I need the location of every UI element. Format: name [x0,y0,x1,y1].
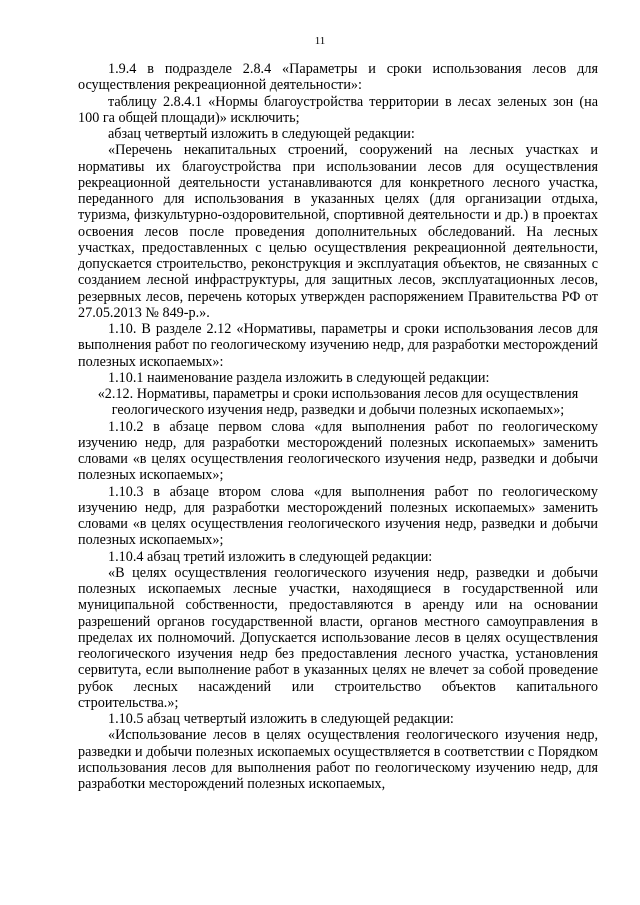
paragraph: «В целях осуществления геологического изучения недр, разведки и добычи полезных ископаемых лесные участки, находящиеся в государственной или муниципальной собственности, предоставляются в аренду или на основании разрешений органов государственной власти, органов местного самоуправления в пределах их полномочий. Допускается использование лесов в целях осуществления геологического изучения недр без предоставления лесного участка, установления сервитута, если выполнение работ в указанных целях не влечет за собой проведение рубок лесных насаждений или строительство объектов капитального строительства.»; [78,564,598,711]
section-title-paragraph: «2.12. Нормативы, параметры и сроки использования лесов для осуществления геологического изучения недр, разведки и добычи полезных ископаемых»; [97,386,579,419]
paragraph: 1.10.3 в абзаце втором слова «для выполнения работ по геологическому изучению недр, для разработки месторождений полезных ископаемых» заменить словами «в целях осуществления геологического изучения недр, разведки и добычи полезных ископаемых»; [78,483,598,549]
paragraph: 1.10. В разделе 2.12 «Нормативы, параметры и сроки использования лесов для выполнения работ по геологическому изучению недр, для разработки месторождений полезных ископаемых»: [78,321,598,370]
paragraph: 1.10.5 абзац четвертый изложить в следующей редакции: [108,711,454,727]
paragraph: «Использование лесов в целях осуществления геологического изучения недр, разведки и добычи полезных ископаемых осуществляется в соответствии с Порядком использования лесов для выполнения работ по геологическому изучению недр, для разработки месторождений полезных ископаемых, [78,727,598,792]
paragraph: 1.10.2 в абзаце первом слова «для выполнения работ по геологическому изучению недр, для разработки месторождений полезных ископаемых» заменить словами «в целях осуществления геологического изучения недр, разведки и добычи полезных ископаемых»; [78,418,598,484]
paragraph: 1.10.1 наименование раздела изложить в следующей редакции: [108,369,490,386]
paragraph: «Перечень некапитальных строений, сооружений на лесных участках и нормативы их благоустройства при использовании лесов для осуществления рекреационной деятельности устанавливаются для конкретного лесного участка, переданного для использования в указанных целях (для организации отдыха, туризма, физкультурно-оздоровительной, спортивной деятельности и др.) в проектах освоения лесов после проведения дополнительных обследований. На лесных участках, предоставленных с целью осуществления рекреационной деятельности, допускается строительство, реконструкция и эксплуатация объектов, не связанных с созданием лесной инфраструктуры, для защитных лесов, эксплуатационных лесов, резервных лесов, перечень которых утвержден распоряжением Правительства РФ от 27.05.2013 № 849-р.». [78,142,598,321]
paragraph: 1.9.4 в подразделе 2.8.4 «Параметры и сроки использования лесов для осуществления рекреационной деятельности»: [78,61,598,94]
paragraph: абзац четвертый изложить в следующей редакции: [108,126,415,142]
paragraph: 1.10.4 абзац третий изложить в следующей редакции: [108,548,433,565]
document-body [78,61,598,792]
paragraph: таблицу 2.8.4.1 «Нормы благоустройства территории в лесах зеленых зон (на 100 га общей площади)» исключить; [78,93,598,126]
page-number: 11 [314,35,326,47]
